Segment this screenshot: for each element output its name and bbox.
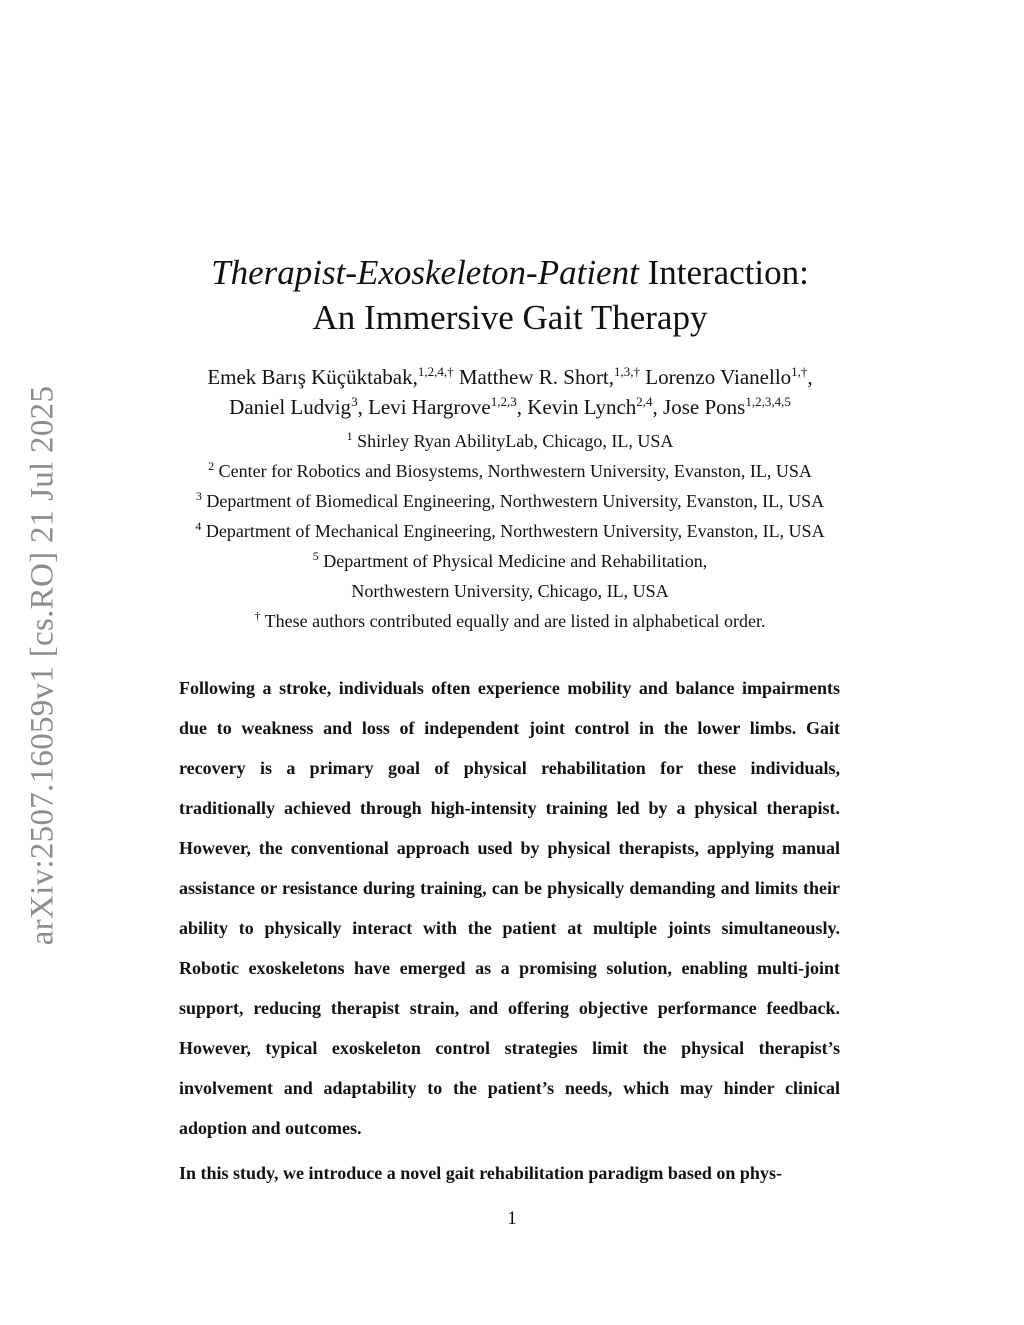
affiliation-line: $^4$ Department of Mechanical Engineering, Northwestern University, Evanston, IL, USA (195, 519, 825, 541)
arxiv-identifier: arXiv:2507.16059v1 [cs.RO] 21 Jul 2025 (24, 385, 61, 945)
affiliation-mark: 1 (346, 429, 353, 443)
arxiv-side-stamp (12, 380, 74, 950)
affiliation-line: $^5$ Department of Physical Medicine and Rehabilitation, (312, 549, 708, 571)
author-name: Lorenzo Vianello (645, 365, 792, 389)
author-name: Matthew R. Short, (458, 365, 615, 389)
equal-contribution-note: † These authors contributed equally and are listed in alphabetical order. (254, 609, 766, 631)
author-affiliation-marks: 1,2,4,† (417, 364, 454, 379)
author-affiliation-marks: 1,2,3,4,5 (745, 394, 791, 409)
affiliation-line: $^1$ Shirley Ryan AbilityLab, Chicago, IL, USA (346, 429, 674, 451)
affiliation-line: $^3$ Department of Biomedical Engineering, Northwestern University, Evanston, IL, USA (195, 489, 825, 511)
paper-title (100, 250, 920, 340)
dagger-mark: † (254, 609, 261, 623)
title-rest: Interaction: (638, 253, 809, 292)
affiliation-line: $^2$ Center for Robotics and Biosystems, Northwestern University, Evanston, IL, USA (208, 459, 812, 481)
title-line-2: An Immersive Gait Therapy (312, 298, 708, 337)
author-affiliation-marks: 2,4 (636, 394, 653, 409)
affiliation-list (100, 426, 920, 636)
author-affiliation-marks: 3 (351, 394, 358, 409)
affiliation-mark: 3 (195, 489, 202, 503)
abstract-paragraph-2: In this study, we introduce a novel gait rehabilitation paradigm based on phys- (179, 1163, 782, 1183)
author-name: Jose Pons (663, 395, 746, 419)
author-affiliation-marks: 1,3,† (614, 364, 641, 379)
affiliation-mark: 5 (312, 549, 319, 563)
title-line-1 (100, 250, 920, 295)
affiliation-line: Northwestern University, Chicago, IL, USA (351, 581, 669, 601)
author-line-1: Emek Barış Küçüktabak,$^{1,2,4,\dagger}$ Matthew R. Short,$^{1,3,\dagger}$ Lorenzo Vianello$^{1,\dagger}$, (207, 364, 813, 389)
author-affiliation-marks: 1,2,3 (490, 394, 517, 409)
abstract-paragraph-1: Following a stroke, individuals often experience mobility and balance impairments due to weakness and loss of independent joint control in the lower limbs. Gait recovery is a primary goal of physical rehabilitation for these individuals, traditionally achieved through high-intensity training led by a physical therapist. However, the conventional approach used by physical therapists, applying manual assistance or resistance during training, can be physically demanding and limits their ability to physically interact with the patient at multiple joints simultaneously. Robotic exoskeletons have emerged as a promising solution, enabling multi-joint support, reducing therapist strain, and offering objective performance feedback. However, typical exoskeleton control strategies limit the physical therapist’s involvement and adaptability to the patient’s needs, which may hinder clinical adoption and outcomes. (179, 678, 840, 1138)
author-name: Kevin Lynch (527, 395, 637, 419)
page-number: 1 (507, 1208, 517, 1229)
author-affiliation-marks: 1,† (791, 364, 808, 379)
author-list (100, 362, 920, 422)
author-name: Levi Hargrove (368, 395, 491, 419)
title-italic-part: Therapist-Exoskeleton-Patient (211, 253, 639, 292)
affiliation-mark: 2 (208, 459, 215, 473)
author-name: Emek Barış Küçüktabak, (207, 365, 418, 389)
author-name: Daniel Ludvig (229, 395, 352, 419)
author-line-2: Daniel Ludvig$^3$, Levi Hargrove$^{1,2,3}$, Kevin Lynch$^{2,4}$, Jose Pons$^{1,2,3,4,5}$ (229, 394, 791, 419)
affiliation-mark: 4 (195, 519, 202, 533)
